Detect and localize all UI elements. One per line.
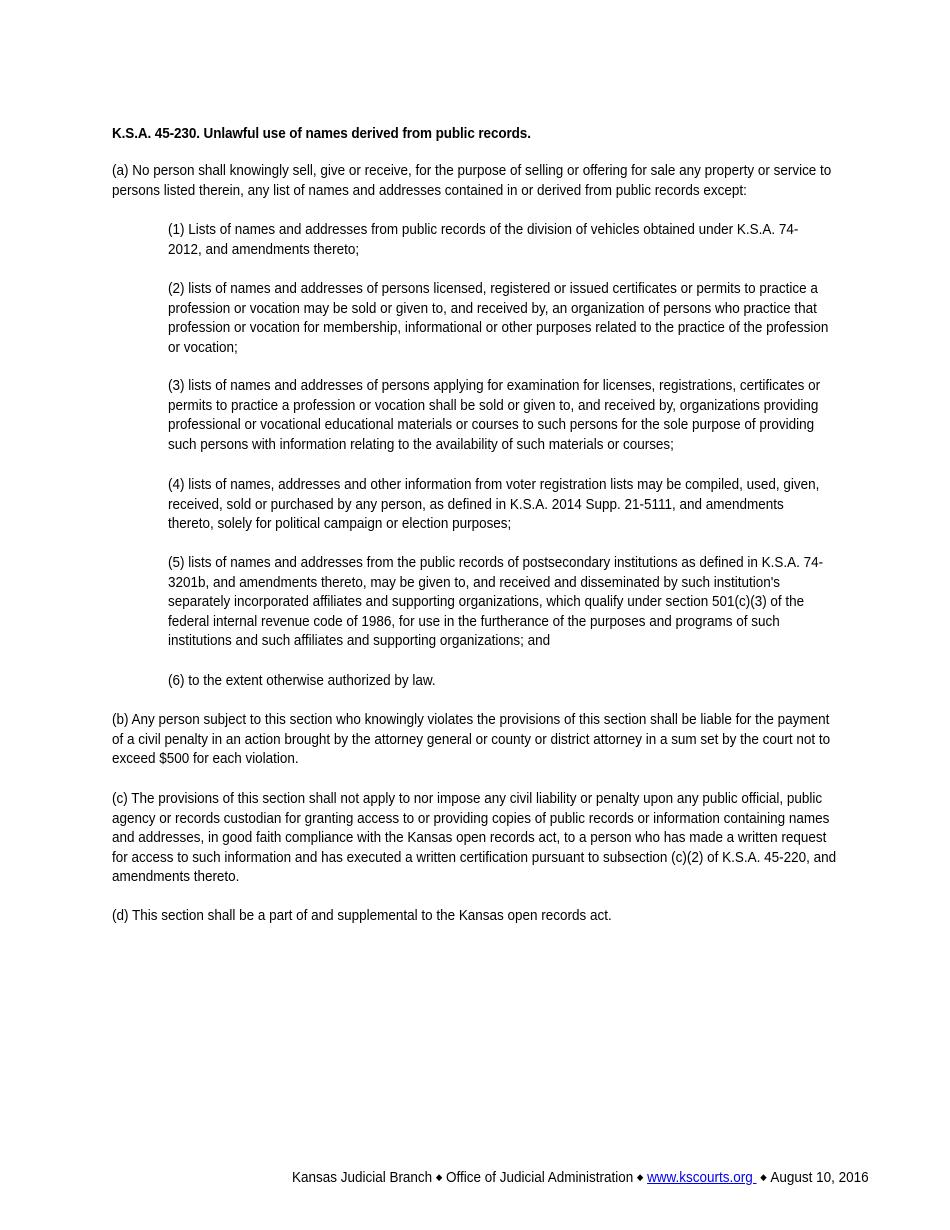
footer-separator-icon: ◆ (435, 1172, 443, 1182)
paragraph-a-2: (2) lists of names and addresses of persons licensed, registered or issued certificates or permits to practice a profession or vocation may be sold or given to, and received by, an organization of persons who practice that profession or vocation for membership, informational or other purposes related to the practice of the profession or vocation; (168, 281, 829, 356)
paragraph-a: (a) No person shall knowingly sell, give or receive, for the purpose of selling or offering for sale any property or service to persons listed therein, any list of names and addresses contained in or derived from public records except: (112, 163, 832, 199)
paragraph-a-4: (4) lists of names, addresses and other information from voter registration lists may be compiled, used, given, received, sold or purchased by any person, as defined in K.S.A. 2014 Supp. 21-5111, and amendments thereto, solely for political campaign or election purposes; (168, 477, 820, 533)
page-footer (292, 1167, 869, 1188)
paragraph-c: (c) The provisions of this section shall not apply to nor impose any civil liability or penalty upon any public official, public agency or records custodian for granting access to or providing copies of public records or information containing names and addresses, in good faith compliance with the Kansas open records act, to a person who has made a written request for access to such information and has executed a written certification pursuant to subsection (c)(2) of K.S.A. 45-220, and amendments thereto. (112, 791, 837, 886)
footer-separator-icon: ◆ (760, 1172, 767, 1182)
paragraph-a-3: (3) lists of names and addresses of persons applying for examination for licenses, registrations, certificates or permits to practice a profession or vocation shall be sold or given to, and received by, organizations providing professional or vocational educational materials or courses to such persons for the sole purpose of providing such persons with information relating to the availability of such materials or courses; (168, 378, 821, 453)
footer-branch: Kansas Judicial Branch (292, 1170, 433, 1186)
paragraph-a-5: (5) lists of names and addresses from the public records of postsecondary institutions as defined in K.S.A. 74-3201b, and amendments thereto, may be given to, and received and disseminated by such institution's separately incorporated affiliates and supporting organizations, which qualify under section 501(c)(3) of the federal internal revenue code of 1986, for use in the furtherance of the purposes and programs of such institutions and such affiliates and supporting organizations; and (168, 555, 824, 650)
paragraph-d: (d) This section shall be a part of and supplemental to the Kansas open records act. (112, 908, 612, 924)
footer-website-link[interactable]: www.kscourts.org (647, 1170, 757, 1186)
footer-date: August 10, 2016 (770, 1170, 869, 1186)
footer-office: Office of Judicial Administration (446, 1170, 634, 1186)
statute-heading: K.S.A. 45-230. Unlawful use of names derived from public records. (112, 126, 531, 142)
paragraph-b: (b) Any person subject to this section who knowingly violates the provisions of this section shall be liable for the payment of a civil penalty in an action brought by the attorney general or county or district attorney in a sum set by the court not to exceed $500 for each violation. (112, 712, 831, 768)
paragraph-a-6: (6) to the extent otherwise authorized by law. (168, 673, 436, 689)
paragraph-a-1: (1) Lists of names and addresses from public records of the division of vehicles obtained under K.S.A. 74-2012, and amendments thereto; (168, 222, 799, 258)
footer-separator-icon: ◆ (636, 1172, 644, 1182)
